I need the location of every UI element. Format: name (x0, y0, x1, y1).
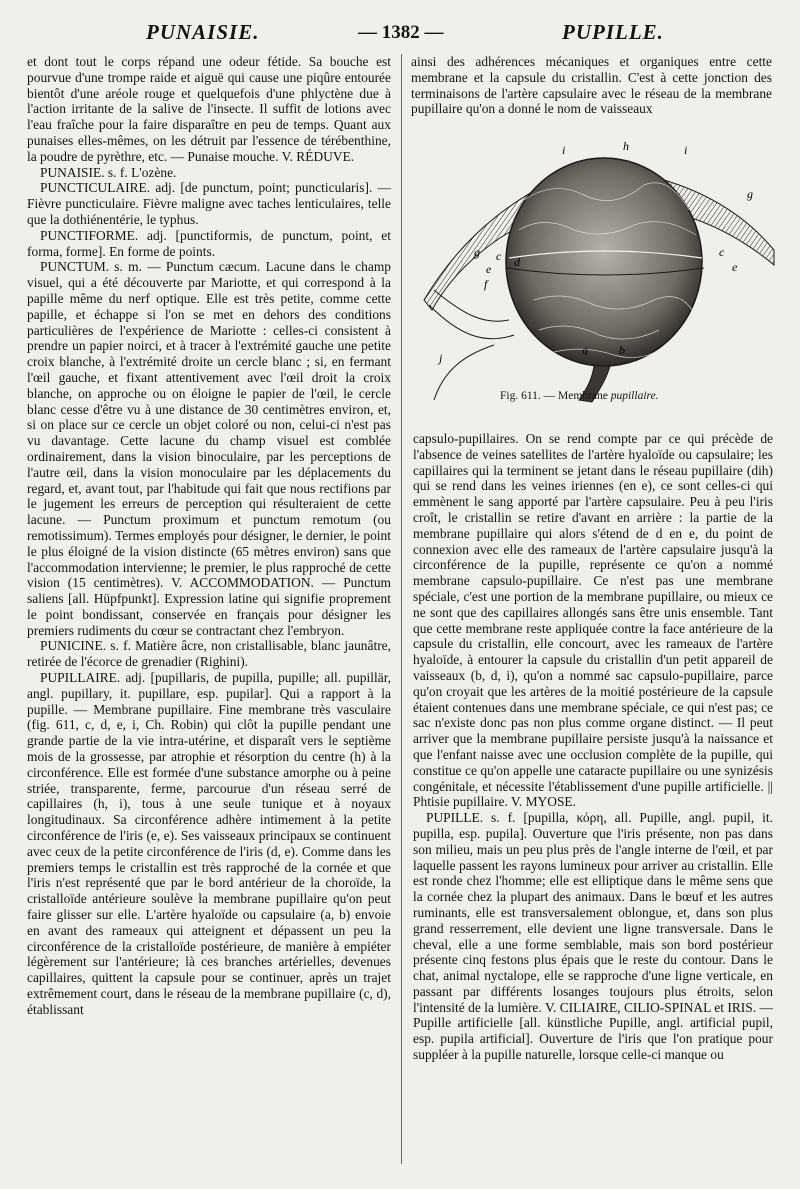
entry-pupille: PUPILLE. s. f. [pupilla, κόρη, all. Pupille, angl. pupil, it. pupilla, esp. pupila]. Ouverture que l'iris présente, non pas dans son milieu, mais un peu plus près de l'angle interne de l'œil, et par laquelle passent les rayons lumineux pour arriver au cristallin. Elle est ronde chez l'homme; elle est elliptique dans le même sens que la cornée chez la plupart des animaux. Dans le bœuf et les autres ruminants, elle est transversalement oblongue, et, dans son plus grand resserrement, elle devient une ligne transversale. Dans le cheval, elle a une forme semblable, mais son bord postérieur présente cinq festons plus épais que le reste du contour. Dans le chat, animal nyctalope, elle se rapproche d'une ligne verticale, en passant par différents losanges toujours plus étroits, selon l'intensité de la lumière. V. CILIAIRE, CILIO-SPINAL et IRIS. — Pupille artificielle [all. künstliche Pupille, angl. artificial pupil, esp. pupila artificial]. Ouverture de l'iris que l'on pratique pour suppléer à la pupille naturelle, lorsque celle-ci manque ou (413, 810, 773, 1063)
running-header (0, 18, 800, 48)
figure-611-pupillary-membrane (414, 140, 782, 412)
header-left-word: PUNAISIE. (146, 20, 260, 44)
eye-lens-illustration (414, 140, 782, 412)
figure-caption (500, 390, 659, 402)
entry-punaisie: PUNAISIE. s. f. L'ozène. (40, 164, 177, 180)
figure-caption-italic: pupillaire. (610, 390, 659, 402)
figure-caption-prefix: Fig. 611. — Membrane (500, 390, 608, 402)
entry-punctum: PUNCTUM. s. m. — Punctum cæcum. Lacune dans le champ visuel, qui a été découverte par Mariotte, et qui correspond à la papille même du nerf optique. Elle est très petite, comme cette papille, et échappe si l'on se met en dehors des conditions particulières de l'expérience de Mariotte : celles-ci consistent à prendre un papier noirci, et à tracer à l'extrémité gauche une petite croix blanche, à l'extrémité droite un cercle blanc ; si, en fermant l'œil gauche, et fixant attentivement avec l'œil droit la croix blanche, on approche ou on éloigne le papier de l'œil, le cercle blanc cesse d'être vu à une distance de 30 centimètres environ, et, si on place sur ce cercle un objet coloré ou non, celui-ci n'est pas vu davantage. Cette lacune du champ visuel est comblée ordinairement, dans la vision binoculaire, par les perceptions de l'autre œil, dans la vision monoculaire par les déplacements du regard, et, avant tout, par l'habitude qui fait que nous rectifions par le jugement les erreurs de perception qui résulteraient de cette lacune. — Punctum proximum et punctum remotum (ou remotissimum). Termes employés pour désigner, le dernier, le point le plus éloigné de la vision distincte (65 mètres environ) sans que l'accommodation intervienne; le premier, le plus rapproché de cette vision (15 centimètres). V. ACCOMMODATION. — Punctum saliens [all. Hüpfpunkt]. Expression latine qui signifie proprement le point bondissant, conservée en français pour désigner les premiers rudiments du cœur se contractant chez l'embryon. (27, 259, 391, 638)
entry-pupillaire-continued-2: capsulo-pupillaires. On se rend compte par ce qui précède de l'absence de veines satellites de l'artère hyaloïde ou capsulaire; les capillaires qui la terminent se jetant dans le réseau pupillaire (dih) qui se rend dans les veines iriennes (en e), ce sont celles-ci qui emmènent le sang apporté par l'artère capsulaire. Peu à peu l'iris croît, le cristallin se retire d'avant en arrière : la partie de la membrane pupillaire qui alors s'étend de d en e, du point de connexion avec elle des rameaux de l'artère capsulaire jusqu'à la circonférence de la pupille, représente ce qu'on a nommé membrane capsulo-pupillaire. Ce n'est pas une membrane spéciale, c'est une portion de la membrane pupillaire, ou mieux ce ne sont que des capillaires allongés sans être unis ensemble. Tant que cette membrane reste appliquée contre la face antérieure de la capsule du cristallin, elle concourt, avec les rameaux de l'artère hyaloïde, à entourer la capsule du cristallin d'un petit appareil de vaisseaux (b, d, i), qu'on a nommé sac capsulo-pupillaire, parce qu'on croyait que les artères de la moitié postérieure de la capsule étaient contenues dans une membrane spéciale, ce qui n'est pas; ce sac n'existe donc pas non plus comme organe distinct. — Il peut arriver que la membrane pupillaire persiste jusqu'à la naissance et que l'enfant naisse avec une occlusion complète de la pupille, qui constitue ce qu'on appelle une cataracte pupillaire ou une synizésis congénitale, et nécessite l'établissement d'une pupille artificielle. || Phtisie pupillaire. V. MYOSE. (413, 431, 773, 810)
entry-pupillaire: PUPILLAIRE. adj. [pupillaris, de pupilla, pupille; all. pupillär, angl. pupillary, it. pupillare, esp. pupilar]. Qui a rapport à la pupille. — Membrane pupillaire. Fine membrane très vasculaire (fig. 611, c, d, e, i, Ch. Robin) qui clôt la pupille pendant une grande partie de la vie intra-utérine, et disparaît vers le septième mois de la grossesse, par atrophie et résorption du centre (h) à la circonférence. Elle est formée d'une substance amorphe ou à peine striée, transparente, ferme, parcourue d'un réseau serré de capillaires (h, i), tous à une seule tunique et à noyaux longitudinaux. Sa circonférence adhère intimement à la petite circonférence de l'iris (e, e). Ses vaisseaux principaux se continuent avec ceux de la petite circonférence de l'iris (d, e). Comme dans les premiers temps le cristallin est très rapproché de la cornée et que l'iris n'est représenté que par le bord antérieur de la choroïde, la cristalloïde antérieure soulève la membrane pupillaire qu'on peut faire glisser sur elle. L'artère hyaloïde ou capsulaire (a, b) envoie en avant des rameaux qui atteignent et dépassent un peu la circonférence de la cristalloïde postérieure, de manière à empiéter légèrement sur l'antérieure; là ces branches artérielles, devenues capillaires, quittent la capsule pour se continuer, après un trajet extrêmement court, dans le réseau de la membrane pupillaire (c, d), établissant (27, 670, 391, 1017)
fig-label-h: h (623, 140, 629, 153)
fig-label-c-right: c (719, 245, 725, 259)
left-column (27, 54, 391, 1018)
fig-label-i-left: i (562, 143, 566, 157)
fig-label-e-right: e (732, 260, 738, 274)
fig-label-j: j (439, 351, 443, 365)
column-divider (401, 54, 402, 1164)
fig-label-a: a (582, 343, 588, 357)
entry-pupillaire-continued: ainsi des adhérences mécaniques et organiques entre cette membrane et la capsule du cristallin. C'est à cette jonction des terminaisons de l'artère capsulaire avec le réseau de la membrane pupillaire qu'on a donné le nom de vaisseaux (411, 54, 772, 117)
fig-label-g-right: g (747, 187, 753, 201)
fig-label-i-right: i (684, 143, 688, 157)
header-right-word: PUPILLE. (562, 20, 664, 44)
fig-label-c-left: c (496, 249, 502, 263)
page-number: — 1382 — (358, 22, 444, 43)
fig-label-d-left: d (514, 255, 520, 269)
right-column-bottom (413, 431, 773, 1063)
fig-label-e-left: e (486, 262, 492, 276)
entry-punaise-continued: et dont tout le corps répand une odeur fétide. Sa bouche est pourvue d'une trompe raide et aiguë qui cause une piqûre entourée bientôt d'une aréole rouge et quelquefois d'une phlyctène due à l'action irritante de la salive de l'insecte. Il suffit de lotions avec l'eau fraîche pour la faire disparaître en peu de temps. Quant aux punaises elles-mêmes, on les détruit par l'essence de térébenthine, la poudre de pyrèthre, etc. — Punaise mouche. V. RÉDUVE. (27, 54, 391, 164)
fig-label-g-left: g (474, 245, 480, 259)
entry-punicine: PUNICINE. s. f. Matière âcre, non cristallisable, blanc jaunâtre, retirée de l'écorce de grenadier (Righini). (27, 638, 391, 670)
fig-label-f: f (484, 277, 488, 291)
fig-label-b: b (619, 343, 625, 357)
right-column-top (411, 54, 772, 117)
entry-puncticulaire: PUNCTICULAIRE. adj. [de punctum, point; puncticularis]. — Fièvre puncticulaire. Fièvre maligne avec taches lenticulaires, telle que la dothiénentérie, le typhus. (27, 180, 391, 227)
entry-punctiforme: PUNCTIFORME. adj. [punctiformis, de punctum, point, et forma, forme]. En forme de points. (27, 227, 391, 259)
